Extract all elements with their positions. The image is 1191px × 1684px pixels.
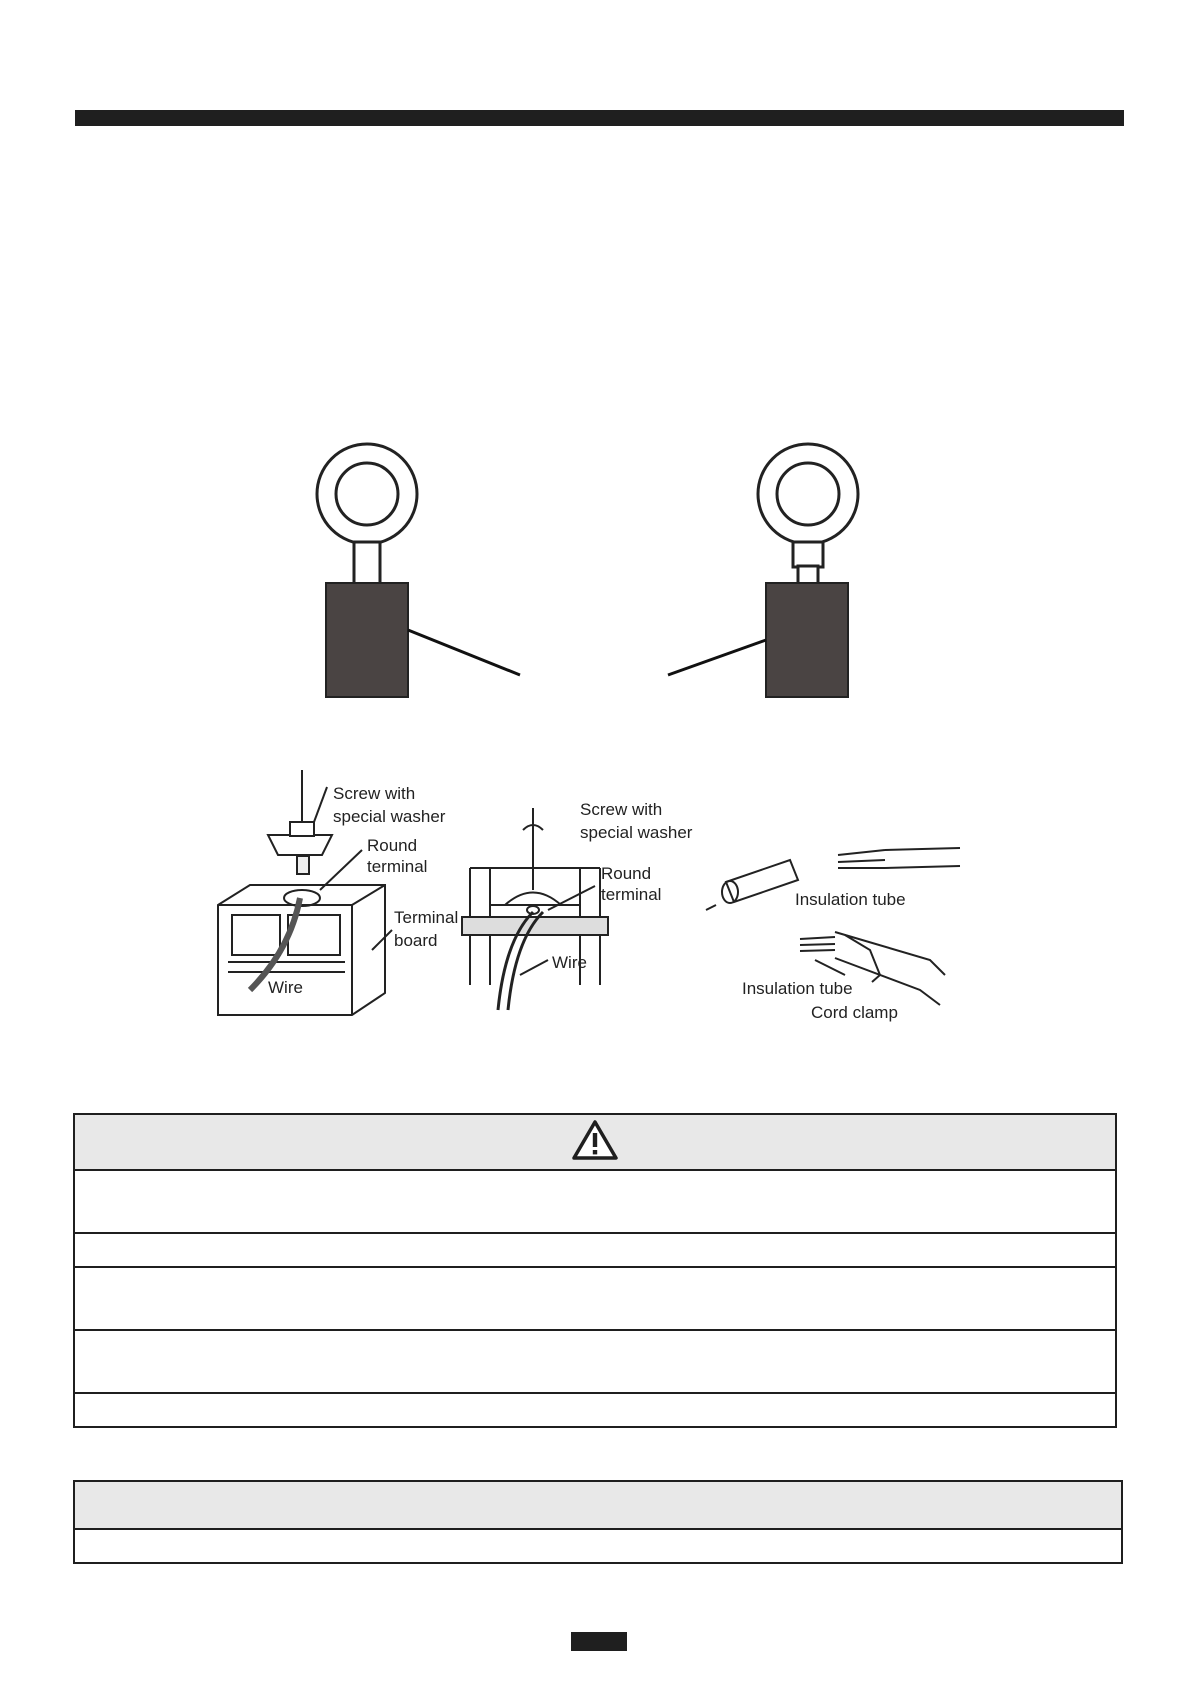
round-terminal-mid-label-1: Round [601,864,652,883]
warning-row [74,1330,1116,1393]
warning-row [74,1267,1116,1330]
note-header [74,1481,1122,1529]
terminal-board-label-2: board [394,931,438,950]
warning-row [74,1233,1116,1267]
insulation-tube-label-bottom: Insulation tube [742,979,853,998]
note-table [73,1480,1123,1564]
note-row [74,1529,1122,1563]
warning-triangle-icon [571,1119,619,1161]
warning-row [74,1170,1116,1233]
warning-table [73,1113,1117,1428]
insulation-tube-diagram [706,848,960,1022]
insulation-tube-label-top: Insulation tube [795,890,906,909]
wire-label-mid: Wire [552,953,587,972]
warning-row [74,1393,1116,1427]
cord-clamp-label: Cord clamp [811,1003,898,1022]
terminal-cross-section-diagram [462,800,693,1010]
warning-header [74,1114,1116,1170]
terminal-board-diagram [218,770,458,1015]
round-terminal-label-2: terminal [367,857,428,876]
round-terminal-label-1: Round [367,836,418,855]
screw-label-mid-1: Screw with [580,800,663,819]
wire-label-left: Wire [268,978,303,997]
screw-label-1: Screw with [333,784,416,803]
screw-label-2: special washer [333,807,446,826]
terminal-board-label-1: Terminal [394,908,459,927]
round-terminal-mid-label-2: terminal [601,885,662,904]
screw-label-mid-2: special washer [580,823,693,842]
page-number-tab [571,1632,627,1651]
